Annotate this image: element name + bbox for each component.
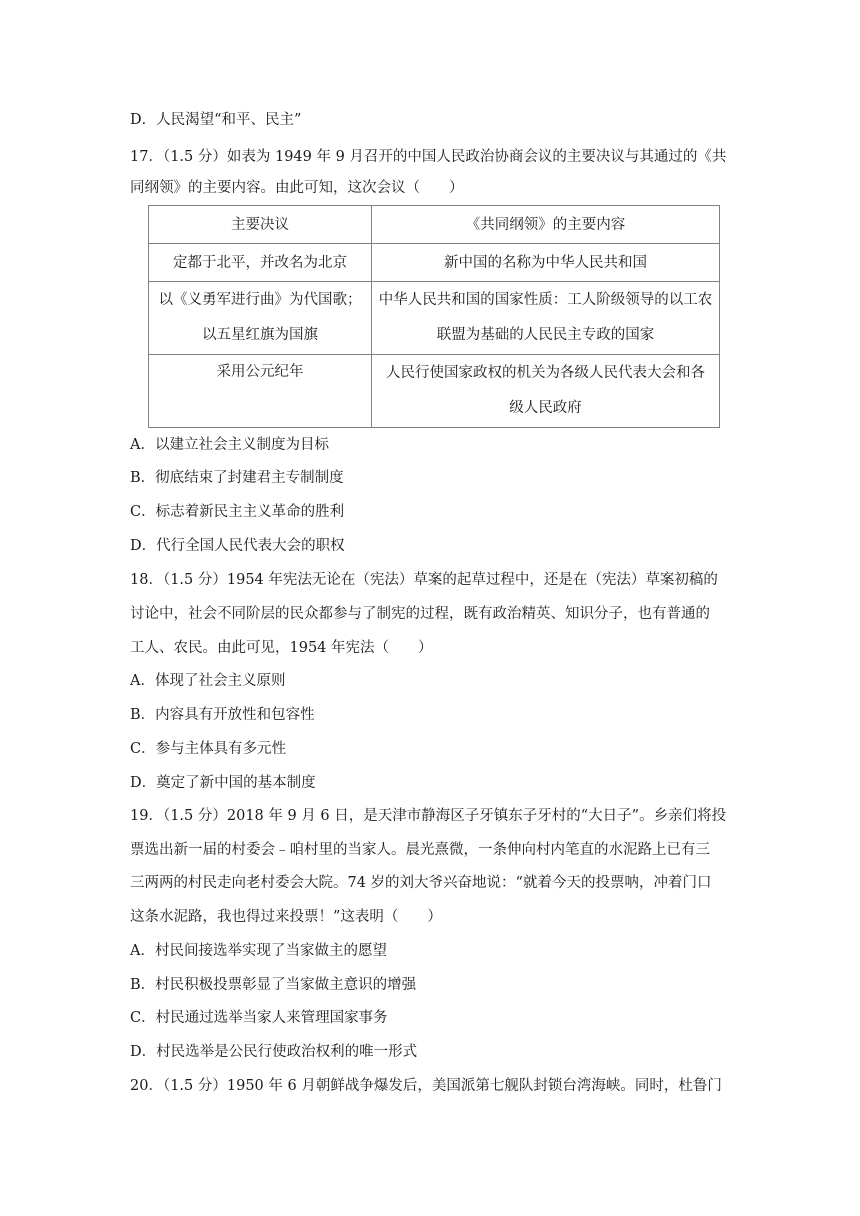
q17-table-cell-line: 中华人民共和国的国家性质：工人阶级领导的以工农 — [378, 292, 713, 308]
q17-table-cell-line: 人民行使国家政权的机关为各级人民代表大会和各 — [386, 365, 706, 381]
q17-option-c: C．标志着新民主主义革命的胜利 — [130, 504, 345, 520]
q17-table-cell — [149, 244, 372, 282]
q18-option-a: A．体现了社会主义原则 — [130, 673, 286, 689]
q18-option-c: C．参与主体具有多元性 — [130, 741, 287, 757]
q17-table-cell — [372, 282, 720, 355]
q18-option-d: D．奠定了新中国的基本制度 — [130, 775, 316, 791]
q19-option-d: D．村民选举是公民行使政治权利的唯一形式 — [130, 1044, 418, 1060]
q17-table-cell — [149, 355, 372, 428]
q19-stem-line-2: 票选出新一届的村委会﹣咱村里的当家人。晨光熹微，一条伸向村内笔直的水泥路上已有三 — [130, 842, 710, 858]
q17-table-header-row — [149, 206, 720, 244]
q17-table-row — [149, 355, 720, 428]
q17-stem-line-2: 同纲领》的主要内容。由此可知，这次会议（ ） — [130, 180, 464, 196]
q17-option-a: A．以建立社会主义制度为目标 — [130, 437, 329, 453]
q17-table-cell — [372, 244, 720, 282]
q17-table-cell-line: 采用公元纪年 — [216, 364, 304, 380]
q19-option-b: B．村民积极投票彰显了当家做主意识的增强 — [130, 977, 417, 993]
q18-stem-line-3: 工人、农民。由此可见，1954 年宪法（ ） — [130, 640, 433, 656]
q17-table-cell — [372, 355, 720, 428]
q17-table-header-col1: 主要决议 — [149, 206, 372, 244]
q17-table-cell-line: 以《义勇军进行曲》为代国歌； — [158, 292, 362, 308]
q17-table-row — [149, 244, 720, 282]
q19-stem-line-1: 19．（1.5 分）2018 年 9 月 6 日，是天津市静海区子牙镇东子牙村的“大日子”。乡亲们将投 — [130, 808, 727, 824]
q17-table-cell-line: 以五星红旗为国旗 — [202, 327, 319, 343]
q17-table-row — [149, 282, 720, 355]
q17-option-b: B．彻底结束了封建君主专制制度 — [130, 470, 344, 486]
q20-stem-line-1: 20．（1.5 分）1950 年 6 月朝鲜战争爆发后，美国派第七舰队封锁台湾海峡。同时，杜鲁门 — [130, 1078, 722, 1094]
q19-stem-line-3: 三两两的村民走向老村委会大院。74 岁的刘大爷兴奋地说：“就着今天的投票呐，冲着门口 — [130, 875, 712, 891]
q17-stem-line-1: 17．（1.5 分）如表为 1949 年 9 月召开的中国人民政治协商会议的主要决议与其通过的《共 — [130, 149, 727, 165]
q17-option-d: D．代行全国人民代表大会的职权 — [130, 538, 345, 554]
q17-table-cell — [149, 282, 372, 355]
q19-option-c: C．村民通过选举当家人来管理国家事务 — [130, 1010, 388, 1026]
q19-option-a: A．村民间接选举实现了当家做主的愿望 — [130, 943, 387, 959]
q19-stem-line-4: 这条水泥路，我也得过来投票！”这表明（ ） — [130, 909, 442, 925]
q17-table-cell-line: 新中国的名称为中华人民共和国 — [444, 254, 648, 271]
q18-stem-line-2: 讨论中，社会不同阶层的民众都参与了制宪的过程，既有政治精英、知识分子，也有普通的 — [130, 606, 710, 622]
q17-table-cell-line: 联盟为基础的人民民主专政的国家 — [436, 327, 655, 343]
q17-table — [148, 205, 720, 428]
q17-table-header-col2: 《共同纲领》的主要内容 — [372, 206, 720, 244]
q17-table-cell-line: 定都于北平，并改名为北京 — [173, 254, 348, 271]
prev-question-option-d: D．人民渴望“和平、民主” — [130, 112, 302, 128]
q18-stem-line-1: 18．（1.5 分）1954 年宪法无论在（宪法）草案的起草过程中，还是在（宪法）草案初稿的 — [130, 572, 718, 588]
q18-option-b: B．内容具有开放性和包容性 — [130, 707, 315, 723]
q17-table-cell-line: 级人民政府 — [509, 400, 582, 416]
